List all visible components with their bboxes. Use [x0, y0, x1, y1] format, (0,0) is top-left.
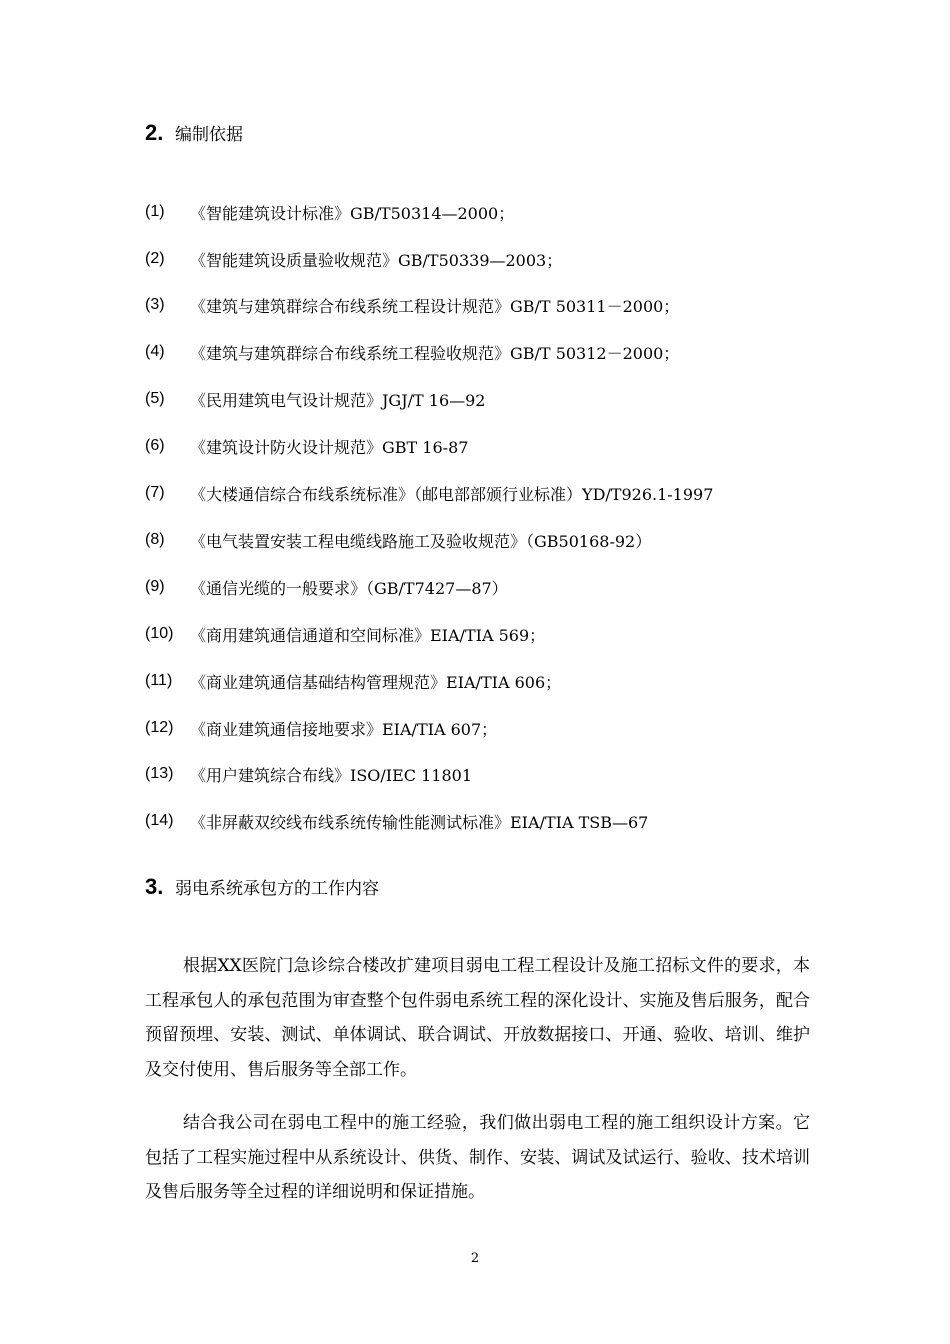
reference-item-11: [145, 669, 561, 693]
section-2-heading: [145, 120, 243, 146]
reference-number: (14): [145, 812, 174, 829]
reference-text: 《建筑设计防火设计规范》GBT 16-87: [190, 437, 469, 457]
reference-number: (6): [145, 437, 165, 454]
page-number: 2: [470, 1251, 480, 1266]
reference-text: 《大楼通信综合布线系统标准》（邮电部部颁行业标准）YD/T926.1-1997: [190, 484, 714, 504]
body-paragraph-2: 结合我公司在弱电工程中的施工经验，我们做出弱电工程的施工组织设计方案。它包括了工程实施过程中从系统设计、供货、制作、安装、调试及试运行、验收、技术培训及售后服务等全过程的详细说明和保证措施。: [145, 1113, 810, 1202]
reference-item-5: [145, 387, 485, 411]
reference-item-14: [145, 809, 648, 833]
section-3-title: 弱电系统承包方的工作内容: [175, 879, 379, 899]
reference-text: 《电气装置安装工程电缆线路施工及验收规范》（GB50168-92）: [190, 531, 652, 551]
reference-text: 《民用建筑电气设计规范》JGJ/T 16—92: [190, 390, 486, 410]
reference-text: 《商用建筑通信通道和空间标准》EIA/TIA 569；: [190, 625, 546, 645]
reference-text: 《非屏蔽双绞线布线系统传输性能测试标准》EIA/TIA TSB—67: [190, 812, 649, 832]
section-2-title: 编制依据: [175, 125, 243, 145]
reference-item-12: [145, 716, 497, 740]
reference-text: 《建筑与建筑群综合布线系统工程设计规范》GB/T 50311－2000；: [190, 296, 680, 316]
section-3-number: 3.: [145, 874, 164, 899]
reference-number: (8): [145, 531, 165, 548]
reference-item-7: [145, 481, 713, 505]
reference-number: (7): [145, 484, 165, 501]
reference-number: (2): [145, 250, 165, 267]
reference-text: 《商业建筑通信接地要求》EIA/TIA 607；: [190, 719, 498, 739]
reference-number: (9): [145, 578, 165, 595]
section-2-number: 2.: [145, 120, 164, 145]
reference-item-9: [145, 575, 508, 599]
reference-text: 《建筑与建筑群综合布线系统工程验收规范》GB/T 50312－2000；: [190, 343, 680, 363]
reference-text: 《智能建筑设质量验收规范》GB/T50339—2003；: [190, 250, 563, 270]
reference-item-4: [145, 340, 679, 364]
reference-item-8: [145, 528, 651, 552]
body-paragraph-1: 根据XX医院门急诊综合楼改扩建项目弱电工程工程设计及施工招标文件的要求，本工程承包人的承包范围为审查整个包件弱电系统工程的深化设计、实施及售后服务，配合预留预埋、安装、测试、单体调试、联合调试、开放数据接口、开通、验收、培训、维护及交付使用、售后服务等全部工作。: [145, 956, 810, 1080]
reference-item-13: [145, 762, 472, 786]
reference-text: 《通信光缆的一般要求》（GB/T7427—87）: [190, 578, 508, 598]
reference-item-10: [145, 622, 545, 646]
reference-item-3: [145, 293, 679, 317]
reference-number: (12): [145, 719, 174, 736]
reference-item-6: [145, 434, 468, 458]
reference-number: (11): [145, 672, 173, 689]
section-3-heading: [145, 874, 379, 900]
reference-text: 《商业建筑通信基础结构管理规范》EIA/TIA 606；: [190, 672, 562, 692]
reference-number: (4): [145, 343, 165, 360]
reference-number: (3): [145, 296, 165, 313]
reference-number: (13): [145, 765, 174, 782]
reference-text: 《智能建筑设计标准》GB/T50314—2000；: [190, 203, 515, 223]
reference-number: (1): [145, 203, 165, 220]
reference-number: (10): [145, 625, 174, 642]
reference-item-1: [145, 200, 514, 224]
reference-item-2: [145, 247, 562, 271]
reference-number: (5): [145, 390, 165, 407]
reference-text: 《用户建筑综合布线》ISO/IEC 11801: [190, 765, 473, 785]
